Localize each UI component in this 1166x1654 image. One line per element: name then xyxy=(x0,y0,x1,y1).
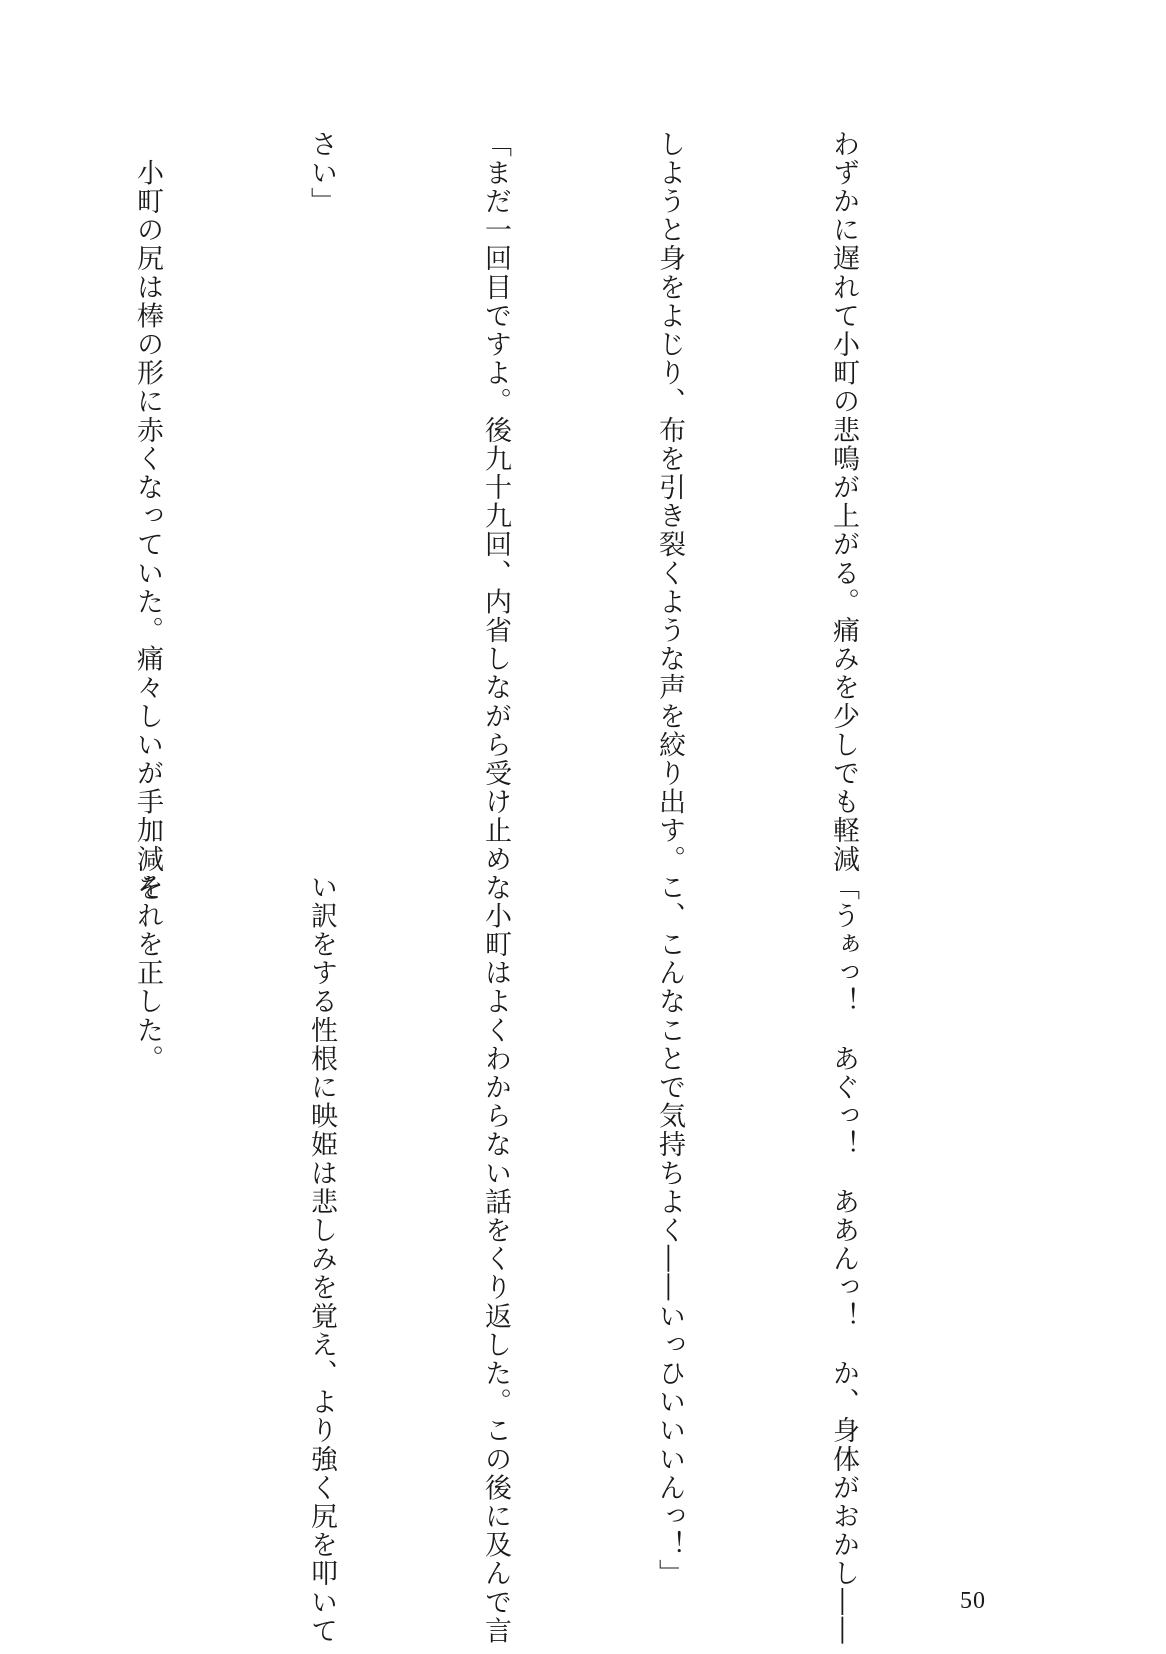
text-block-top xyxy=(0,130,988,903)
page-number: 50 xyxy=(960,1588,986,1614)
text-line xyxy=(0,130,2,850)
text-line: こ、こんなことで気持ちよく――いっひいいいんっ！」 xyxy=(654,873,685,1588)
text-line: わずかに遅れて小町の悲鳴が上がる。痛みを少しでも軽減 xyxy=(828,130,859,874)
text-line: 「うぁっ！ あぐっ！ ああんっ！ か、身体がおかし―― xyxy=(828,873,859,1646)
text-line: 小町はよくわからない話をくり返した。この後に及んで言 xyxy=(480,873,511,1646)
text-line: い訳をする性根に映姫は悲しみを覚え、より強く尻を叩いて xyxy=(306,873,337,1646)
text-line: さい」 xyxy=(306,130,337,216)
text-line: 「まだ一回目ですよ。後九十九回、内省しながら受け止めな xyxy=(480,130,511,903)
text-line: 小町の尻は棒の形に赤くなっていた。痛々しいが手加減を xyxy=(132,130,163,903)
text-line: しようと身をよじり、布を引き裂くような声を絞り出す。 xyxy=(654,130,685,874)
text-line xyxy=(0,873,2,1563)
text-line: それを正した。 xyxy=(132,873,163,1074)
